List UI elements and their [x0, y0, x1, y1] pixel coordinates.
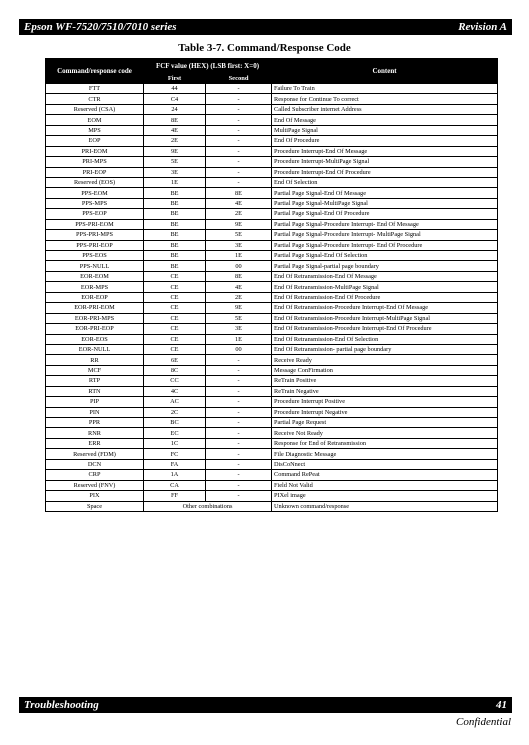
column-header-code: Command/response code [46, 59, 144, 84]
table-row [46, 459, 498, 469]
cell-first: 2C [144, 407, 206, 417]
cell-code: EOR-PRI-EOM [46, 303, 144, 313]
cell-first: CE [144, 282, 206, 292]
cell-code: PIP [46, 397, 144, 407]
cell-code: EOR-EOP [46, 292, 144, 302]
cell-content: End Of Retransmission-Procedure Interrupt-End Of Message [272, 303, 498, 313]
cell-first: 2E [144, 136, 206, 146]
cell-first: 1C [144, 438, 206, 448]
cell-first: CE [144, 344, 206, 354]
cell-second: - [206, 146, 272, 156]
cell-first: C4 [144, 94, 206, 104]
cell-first: FC [144, 449, 206, 459]
cell-second: - [206, 407, 272, 417]
cell-first: 1A [144, 470, 206, 480]
cell-code: Reserved (FNV) [46, 480, 144, 490]
column-header-first: First [144, 74, 206, 84]
cell-content: Procedure Interrupt-End Of Procedure [272, 167, 498, 177]
cell-content: End Of Retransmission-End Of Procedure [272, 292, 498, 302]
cell-second: - [206, 438, 272, 448]
cell-second: 00 [206, 344, 272, 354]
cell-code: RTN [46, 386, 144, 396]
cell-first: BE [144, 251, 206, 261]
cell-code: EOR-EOS [46, 334, 144, 344]
table-row [46, 292, 498, 302]
cell-first: 24 [144, 104, 206, 114]
cell-code: PPS-MPS [46, 198, 144, 208]
cell-content: Message ConFirmation [272, 365, 498, 375]
cell-second: - [206, 355, 272, 365]
cell-second: 1E [206, 251, 272, 261]
cell-code: EOR-MPS [46, 282, 144, 292]
table-body [46, 84, 498, 512]
cell-second: 4E [206, 282, 272, 292]
cell-content: Partial Page Request [272, 418, 498, 428]
cell-second: - [206, 376, 272, 386]
table-title: Table 3-7. Command/Response Code [178, 42, 351, 54]
cell-content: ReTrain Negative [272, 386, 498, 396]
table-row [46, 480, 498, 490]
cell-first: 1E [144, 177, 206, 187]
cell-first: BE [144, 198, 206, 208]
cell-first: EC [144, 428, 206, 438]
table-row [46, 491, 498, 501]
cell-code: PRI-MPS [46, 157, 144, 167]
cell-first: 6E [144, 355, 206, 365]
table-row [46, 146, 498, 156]
header-title: Epson WF-7520/7510/7010 series [24, 21, 177, 33]
cell-code: PIN [46, 407, 144, 417]
cell-content: End Of Selection [272, 177, 498, 187]
cell-first: BC [144, 418, 206, 428]
cell-content: End Of Retransmission-MultiPage Signal [272, 282, 498, 292]
table-row [46, 271, 498, 281]
cell-first: CC [144, 376, 206, 386]
cell-content: Procedure Interrupt-End Of Message [272, 146, 498, 156]
cell-second: - [206, 157, 272, 167]
table-row [46, 303, 498, 313]
cell-second: - [206, 104, 272, 114]
cell-code: RR [46, 355, 144, 365]
cell-first: AC [144, 397, 206, 407]
table-row [46, 240, 498, 250]
cell-code: Reserved (EOS) [46, 177, 144, 187]
cell-second: - [206, 470, 272, 480]
cell-code: MCF [46, 365, 144, 375]
cell-second: - [206, 125, 272, 135]
cell-code: PPS-PRI-EOP [46, 240, 144, 250]
cell-first: BE [144, 261, 206, 271]
cell-second: - [206, 480, 272, 490]
cell-content: ReTrain Positive [272, 376, 498, 386]
cell-first: 44 [144, 84, 206, 94]
table-row [46, 177, 498, 187]
cell-content: End Of Retransmission-End Of Message [272, 271, 498, 281]
cell-first: BE [144, 188, 206, 198]
table-row-last [46, 501, 498, 511]
cell-first: CE [144, 324, 206, 334]
cell-code: PRI-EOM [46, 146, 144, 156]
table-row [46, 167, 498, 177]
cell-second: 8E [206, 271, 272, 281]
cell-content: DisCoNnect [272, 459, 498, 469]
table-row [46, 188, 498, 198]
footer-band [19, 697, 512, 713]
cell-content: Unknown command/response [272, 501, 498, 511]
cell-second: - [206, 115, 272, 125]
cell-first: CA [144, 480, 206, 490]
cell-second: - [206, 177, 272, 187]
cell-code: EOR-NULL [46, 344, 144, 354]
table-row [46, 449, 498, 459]
cell-content: Partial Page Signal-MultiPage Signal [272, 198, 498, 208]
cell-content: Partial Page Signal-End Of Message [272, 188, 498, 198]
cell-first: BE [144, 230, 206, 240]
table-row [46, 198, 498, 208]
cell-second: 2E [206, 209, 272, 219]
table-row [46, 125, 498, 135]
cell-first: 4C [144, 386, 206, 396]
table-row [46, 418, 498, 428]
cell-code: PPS-PRI-MPS [46, 230, 144, 240]
cell-content: Procedure Interrupt Positive [272, 397, 498, 407]
cell-first: BE [144, 209, 206, 219]
cell-second: - [206, 428, 272, 438]
table-row [46, 230, 498, 240]
cell-second: - [206, 136, 272, 146]
cell-content: Partial Page Signal-End Of Procedure [272, 209, 498, 219]
cell-code: PRI-EOP [46, 167, 144, 177]
cell-content: End Of Procedure [272, 136, 498, 146]
cell-content: End Of Retransmission-End Of Selection [272, 334, 498, 344]
table-row [46, 282, 498, 292]
cell-second: - [206, 491, 272, 501]
cell-code: Space [46, 501, 144, 511]
cell-content: File Diagnostic Message [272, 449, 498, 459]
cell-code: RNR [46, 428, 144, 438]
cell-code: RTP [46, 376, 144, 386]
cell-content: End Of Retransmission-Procedure Interrupt-MultiPage Signal [272, 313, 498, 323]
cell-first: 8E [144, 115, 206, 125]
cell-code: CTR [46, 94, 144, 104]
cell-code: PPS-NULL [46, 261, 144, 271]
cell-second: - [206, 167, 272, 177]
table-row [46, 324, 498, 334]
cell-first: 9E [144, 146, 206, 156]
cell-first: FF [144, 491, 206, 501]
table-row [46, 157, 498, 167]
cell-code: EOR-EOM [46, 271, 144, 281]
cell-code: PIX [46, 491, 144, 501]
footer-section: Troubleshooting [24, 699, 99, 711]
cell-second: - [206, 418, 272, 428]
cell-content: Partial Page Signal-Procedure Interrupt- MultiPage Signal [272, 230, 498, 240]
table-row [46, 470, 498, 480]
header-revision: Revision A [458, 21, 507, 33]
cell-content: Partial Page Signal-End Of Selection [272, 251, 498, 261]
cell-first: 4E [144, 125, 206, 135]
cell-second: 5E [206, 230, 272, 240]
cell-first: 8C [144, 365, 206, 375]
cell-second: 4E [206, 198, 272, 208]
table-row [46, 365, 498, 375]
cell-first: CE [144, 334, 206, 344]
cell-content: MultiPage Signal [272, 125, 498, 135]
cell-content: Receive Ready [272, 355, 498, 365]
table-row [46, 104, 498, 114]
cell-code: PPS-PRI-EOM [46, 219, 144, 229]
table-row [46, 84, 498, 94]
cell-second: - [206, 449, 272, 459]
cell-code: ERR [46, 438, 144, 448]
cell-content: Partial Page Signal-Procedure Interrupt- End Of Procedure [272, 240, 498, 250]
table-row [46, 94, 498, 104]
cell-code: Reserved (FDM) [46, 449, 144, 459]
cell-code: EOP [46, 136, 144, 146]
column-header-fcf: FCF value (HEX) (LSB first: X=0) [144, 59, 272, 74]
cell-code: PPS-EOS [46, 251, 144, 261]
cell-first: CE [144, 303, 206, 313]
table-row [46, 344, 498, 354]
cell-second: - [206, 459, 272, 469]
cell-code: PPR [46, 418, 144, 428]
cell-second: 3E [206, 324, 272, 334]
table-row [46, 407, 498, 417]
cell-content: Receive Not Ready [272, 428, 498, 438]
page-number: 41 [496, 699, 507, 711]
cell-content: Procedure Interrupt Negative [272, 407, 498, 417]
cell-content: Response for End of Retransmission [272, 438, 498, 448]
cell-code: Reserved (CSA) [46, 104, 144, 114]
table-row [46, 438, 498, 448]
table-row [46, 136, 498, 146]
command-response-table [45, 58, 498, 512]
cell-content: PIXel image [272, 491, 498, 501]
cell-content: End Of Message [272, 115, 498, 125]
table-row [46, 397, 498, 407]
cell-second: 5E [206, 313, 272, 323]
column-header-second: Second [206, 74, 272, 84]
table-row [46, 355, 498, 365]
cell-first: CE [144, 271, 206, 281]
table-row [46, 428, 498, 438]
cell-content: Response for Continue To correct [272, 94, 498, 104]
cell-first: BE [144, 240, 206, 250]
cell-content: Procedure Interrupt-MultiPage Signal [272, 157, 498, 167]
cell-fcf: Other combinations [144, 501, 272, 511]
cell-second: - [206, 365, 272, 375]
cell-first: 3E [144, 167, 206, 177]
cell-second: 3E [206, 240, 272, 250]
cell-content: Partial Page Signal-Procedure Interrupt- End Of Message [272, 219, 498, 229]
cell-content: Called Subscriber internet Address [272, 104, 498, 114]
cell-code: CRP [46, 470, 144, 480]
cell-second: - [206, 94, 272, 104]
table-row [46, 313, 498, 323]
cell-content: Failure To Train [272, 84, 498, 94]
table-row [46, 115, 498, 125]
cell-first: CE [144, 313, 206, 323]
table-row [46, 261, 498, 271]
header-band [19, 19, 512, 35]
cell-first: 5E [144, 157, 206, 167]
table-row [46, 219, 498, 229]
cell-code: EOM [46, 115, 144, 125]
cell-code: PPS-EOM [46, 188, 144, 198]
cell-code: FTT [46, 84, 144, 94]
cell-content: Partial Page Signal-partial page boundary [272, 261, 498, 271]
table-row [46, 376, 498, 386]
confidential-label: Confidential [456, 716, 511, 728]
cell-second: 9E [206, 303, 272, 313]
table-row [46, 209, 498, 219]
cell-content: Field Not Valid [272, 480, 498, 490]
cell-second: 8E [206, 188, 272, 198]
cell-content: End Of Retransmission- partial page boundary [272, 344, 498, 354]
cell-second: - [206, 386, 272, 396]
cell-code: DCN [46, 459, 144, 469]
cell-content: Command RePeat [272, 470, 498, 480]
cell-code: MPS [46, 125, 144, 135]
cell-code: EOR-PRI-EOP [46, 324, 144, 334]
cell-code: EOR-PRI-MPS [46, 313, 144, 323]
cell-first: BE [144, 219, 206, 229]
cell-second: 1E [206, 334, 272, 344]
cell-second: 9E [206, 219, 272, 229]
cell-second: - [206, 397, 272, 407]
cell-second: 2E [206, 292, 272, 302]
cell-code: PPS-EOP [46, 209, 144, 219]
column-header-content: Content [272, 59, 498, 84]
cell-content: End Of Retransmission-Procedure Interrupt-End Of Procedure [272, 324, 498, 334]
table-row [46, 386, 498, 396]
table-row [46, 251, 498, 261]
cell-second: 00 [206, 261, 272, 271]
cell-second: - [206, 84, 272, 94]
cell-first: FA [144, 459, 206, 469]
table-row [46, 334, 498, 344]
cell-first: CE [144, 292, 206, 302]
